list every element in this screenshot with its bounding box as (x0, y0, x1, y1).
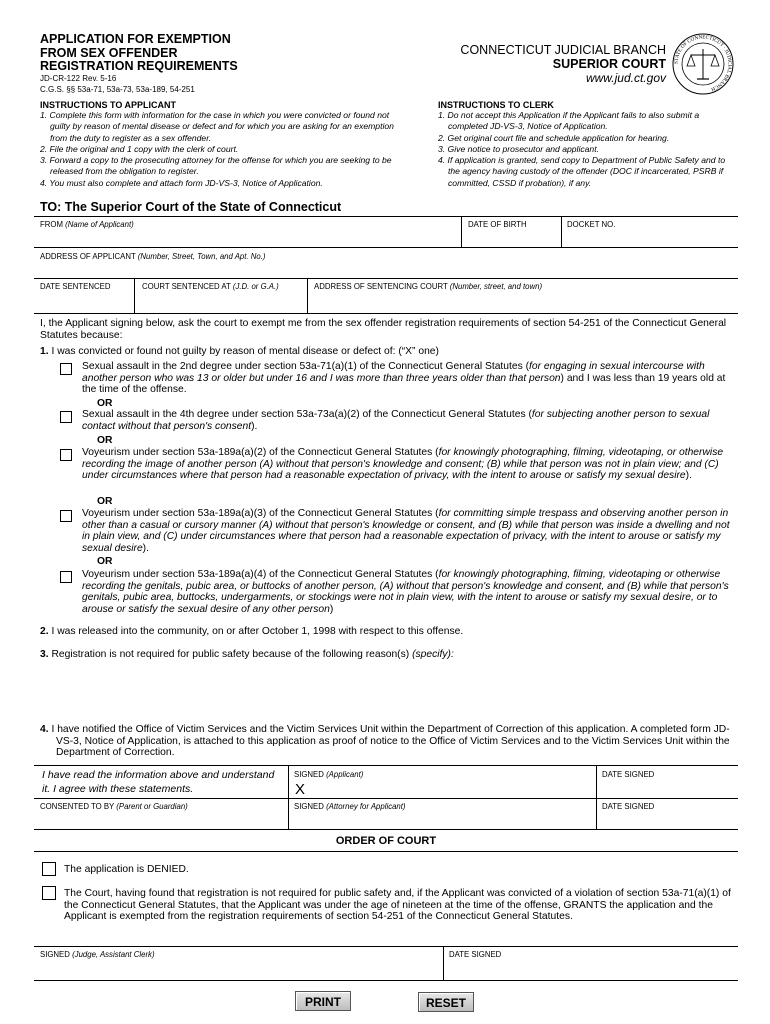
date-sentenced-field[interactable]: DATE SENTENCED (40, 282, 111, 291)
offense-option-3: Voyeurism under section 53a-189a(a)(2) of the Connecticut General Statutes (for knowingly photographing, filming, videotaping, or otherwise recording the image of another person (A) without that person's knowledge and consent; (B) while that person was not in plain view; and (C) under circumstances where that person had a reasonable expectation of privacy, with the intent to arouse or satisfy my sexual desire). (82, 447, 724, 482)
item-3-text: 3. Registration is not required for public safety because of the following reason(s) (specify): (40, 649, 454, 660)
form-number: JD-CR-122 Rev. 5-16 (40, 74, 117, 83)
consented-by-field[interactable]: CONSENTED TO BY (Parent or Guardian) (40, 802, 188, 811)
instruction-item: 3. Forward a copy to the prosecuting attorney for the offense for which you are seeking to be released from the obligation to register. (40, 155, 392, 177)
date-of-birth-field[interactable]: DATE OF BIRTH (468, 220, 527, 229)
applicant-address-field[interactable]: ADDRESS OF APPLICANT (Number, Street, Town, and Apt. No.) (40, 252, 266, 261)
instruction-item: 3. Give notice to prosecutor and applicant. (438, 143, 599, 154)
instruction-item: 4. You must also complete and attach form JD-VS-3, Notice of Application. (40, 177, 323, 188)
denied-checkbox[interactable] (42, 862, 56, 876)
instruction-item: 2. Get original court file and schedule application for hearing. (438, 132, 670, 143)
offense-option-1: Sexual assault in the 2nd degree under section 53a-71(a)(1) of the Connecticut General Statutes (for engaging in sexual intercourse with another person who was 13 or older but under 16 and I was more than three years older than that person) and I was less than 19 years old at the time of the offense. (82, 361, 726, 396)
docket-number-field[interactable]: DOCKET NO. (567, 220, 616, 229)
court-sentenced-field[interactable]: COURT SENTENCED AT (J.D. or G.A.) (142, 282, 279, 291)
website: www.jud.ct.gov (585, 71, 666, 85)
item-4-text: 4. I have notified the Office of Victim Services and the Victim Services Unit within the Department of Correction of this application. A completed form JD-VS-3, Notice of Application, is attached to this application as proof of notice to the Office of Victim Services and to the Victim Services Unit within the Department of Correction. (40, 724, 730, 759)
intro-text: I, the Applicant signing below, ask the court to exempt me from the sex offender registration requirements of section 54-251 of the Connecticut General Statutes because: (40, 318, 727, 341)
instructions-applicant (40, 100, 405, 189)
attorney-date-signed-field[interactable]: DATE SIGNED (602, 802, 655, 811)
branch-name: CONNECTICUT JUDICIAL BRANCH (460, 43, 666, 57)
granted-checkbox[interactable] (42, 886, 56, 900)
or-label: OR (97, 496, 113, 507)
item-1-text: 1. I was convicted or found not guilty by reason of mental disease or defect of: (“X” one) (40, 346, 439, 357)
agreement-statement: I have read the information above and understand it. I agree with these statements. (42, 769, 275, 795)
instructions-clerk (438, 100, 738, 189)
applicant-signature-field[interactable]: SIGNED (Applicant) (294, 770, 364, 779)
offense-option-4: Voyeurism under section 53a-189a(a)(3) of the Connecticut General Statutes (for committing simple trespass and observing another person in other than a casual or cursory manner (A) without that person's knowledge or consent, and (B) while that person was inside a dwelling and not in plain view, and (C) under circumstances where that person had a reasonable expectation of privacy, with the intent to arouse or satisfy my sexual desire). (82, 508, 730, 554)
court-name: SUPERIOR COURT (552, 57, 666, 71)
instructions-applicant-heading: INSTRUCTIONS TO APPLICANT (40, 100, 177, 110)
offense-option-2: Sexual assault in the 4th degree under section 53a-73a(a)(2) of the Connecticut General Statutes (for subjecting another person to sexual contact without that person's consent). (82, 409, 710, 432)
judge-signature-field[interactable]: SIGNED (Judge, Assistant Clerk) (40, 950, 155, 959)
signature-x-mark: X (295, 781, 306, 798)
offense-checkbox-5[interactable] (60, 571, 72, 583)
offense-checkbox-1[interactable] (60, 363, 72, 375)
instruction-item: 2. File the original and 1 copy with the clerk of court. (40, 143, 239, 154)
reset-button[interactable]: RESET (418, 992, 474, 1012)
reasons-field[interactable] (40, 664, 738, 719)
form-number-block (40, 73, 195, 95)
instruction-item: 1. Do not accept this Application if the Applicant fails to also submit a completed JD-VS-3, Notice of Application. (438, 110, 700, 132)
statutes: C.G.S. §§ 53a-71, 53a-73, 53a-189, 54-251 (40, 85, 195, 94)
print-button[interactable]: PRINT (295, 991, 351, 1011)
offense-checkbox-2[interactable] (60, 411, 72, 423)
denied-text: The application is DENIED. (64, 864, 189, 875)
offense-checkbox-4[interactable] (60, 510, 72, 522)
order-date-signed-field[interactable]: DATE SIGNED (449, 950, 502, 959)
sentencing-court-address-field[interactable]: ADDRESS OF SENTENCING COURT (Number, street, and town) (314, 282, 543, 291)
or-label: OR (97, 398, 113, 409)
judicial-seal-icon (672, 33, 734, 95)
offense-checkbox-3[interactable] (60, 449, 72, 461)
date-signed-field[interactable]: DATE SIGNED (602, 770, 655, 779)
or-label: OR (97, 556, 113, 567)
offense-option-5: Voyeurism under section 53a-189a(a)(4) of the Connecticut General Statutes (for knowingly photographing, filming, videotaping or otherwise recording the genitals, pubic area, or buttocks of another person, (A) without that person's knowledge and consent, and (B) while that person's genitals, pubic area, buttocks, undergarments, or stockings were not in plain view, with the intent to arouse or satisfy my sexual desire, or to arouse or satisfy the sexual desire of any other person) (82, 569, 729, 615)
item-2-text: 2. I was released into the community, on or after October 1, 1998 with respect to this offense. (40, 626, 464, 637)
to-line: TO: The Superior Court of the State of Connecticut (40, 200, 342, 214)
from-field[interactable]: FROM (Name of Applicant) (40, 220, 134, 229)
instruction-item: 1. Complete this form with information for the case in which you were convicted or found not guilty by reason of mental disease or defect and for which you are asking for an exemption from the duty to register as a sex offender. (40, 110, 394, 143)
or-label: OR (97, 435, 113, 446)
order-of-court-heading: ORDER OF COURT (335, 835, 437, 847)
svg-text:STATE OF CONNECTICUT · JUDICIA: STATE OF CONNECTICUT · JUDICIAL BRANCH (673, 34, 733, 93)
branch-block (460, 43, 666, 85)
instruction-item: 4. If application is granted, send copy to Department of Public Safety and to the agency having custody of the offender (DOC if incarcerated, PSRB if committed, CSSD if probation), if any. (438, 155, 726, 188)
form-title: APPLICATION FOR EXEMPTION FROM SEX OFFENDER REGISTRATION REQUIREMENTS (40, 32, 238, 73)
granted-text: The Court, having found that registration is not required for public safety and, if the Applicant was convicted of a violation of section 53a-71(a)(1) of the Connecticut General Statutes, that the Applicant was under the age of nineteen at the time of the offense, GRANTS the application and the Applicant is exempted from the registration requirements of section 54-251 of the Connecticut General Statutes. (64, 888, 731, 923)
attorney-signature-field[interactable]: SIGNED (Attorney for Applicant) (294, 802, 406, 811)
instructions-clerk-heading: INSTRUCTIONS TO CLERK (438, 100, 554, 110)
